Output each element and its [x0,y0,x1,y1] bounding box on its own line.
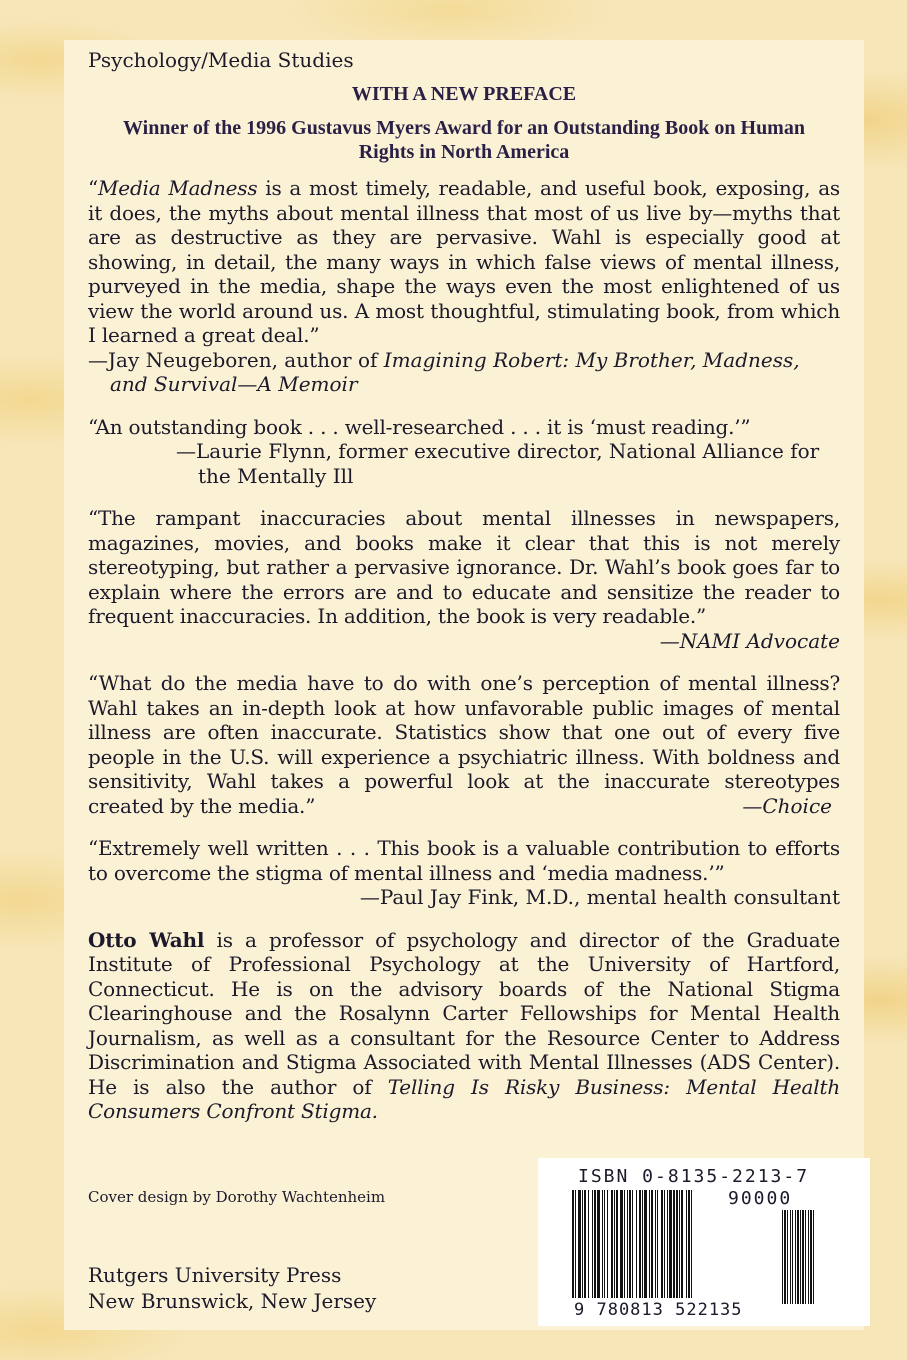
price-bar [808,1210,809,1304]
barcode-bar [584,1190,586,1298]
barcode-bar [629,1190,631,1298]
barcode-bar [686,1190,687,1298]
barcode-bar [651,1190,653,1298]
barcode-bar [597,1190,600,1298]
quote-5: “Extremely well written . . . This book is a valuable contribution to efforts to overcome the stigma of mental illness and ‘media madness.’” [88,836,840,885]
quote-1-attribution [88,348,840,397]
barcode-bar [639,1190,641,1298]
price-bar [797,1210,799,1304]
barcode-bar [667,1190,668,1298]
price-bar [800,1210,801,1304]
award-heading: Winner of the 1996 Gustavus Myers Award for an Outstanding Book on Human Rights in North America [123,117,805,163]
price-bar [805,1210,806,1304]
barcode-bar [688,1190,690,1298]
author-book-title: Telling Is Risky Business: Mental Health Consumers Confront Stigma. [88,1074,840,1123]
price-code: 90000 [728,1188,793,1209]
barcode-bar [624,1190,625,1298]
price-bar [802,1210,804,1304]
barcode-bar [661,1190,663,1298]
barcode-bar [575,1190,576,1298]
price-bar [790,1210,791,1304]
price-bar [782,1210,783,1304]
barcode-bar [681,1190,683,1298]
quote-5-attribution: —Paul Jay Fink, M.D., mental health consultant [359,885,840,909]
barcode-bar [614,1190,615,1298]
quote-1-text: is a most timely, readable, and useful book, exposing, as it does, the myths about mental illness that most of us live by—myths that are as destructive as they are pervasive. Wahl is especially good at showing, in detail, the many ways in which false views of mental illness, purveyed in the media, shape the ways even the most enlightened of us view the world around us. A most thoughtful, stimulating book, from which I learned a great deal.” [88,176,840,347]
barcode-bar [636,1190,637,1298]
author-bio-text: is a professor of psychology and director of the Graduate Institute of Professional Psychology at the University of Hartford, Connecticut. He is on the advisory boards of the National Stigma Clearinghouse and the Rosalynn Carter Fellowships for Mental Health Journalism, as well as a consultant for the Resource Center to Address Discrimination and Stigma Associated with Mental Illnesses (ADS Center). He is also the author of [88,927,840,1099]
barcode-bar [676,1190,678,1298]
barcode-bar [644,1190,647,1298]
quote-1-attr-title: Imagining Robert: My Brother, Madness, and Survival—A Memoir [110,347,800,396]
quote-3-attribution [88,629,840,654]
price-bar [795,1210,796,1304]
quote-3-attr-text: —NAMI Advocate [659,628,840,653]
barcode-box [538,1158,870,1326]
barcode-bar [657,1190,658,1298]
back-cover-content [88,44,840,1124]
barcode-bar [604,1190,605,1298]
quote-1-title: Media Madness [98,176,258,200]
barcode-bar [632,1190,633,1298]
barcode-bar [679,1190,680,1298]
quote-1: “Media Madness is a most timely, readable, and useful book, exposing, as it does, the myths about mental illness that most of us live by—myths that are as destructive as they are pervasive. Wahl is especially good at showing, in detail, the many ways in which false views of mental illness, purveyed in the media, shape the ways even the most enlightened of us view the world around us. A most thoughtful, stimulating book, from which I learned a great deal.” [88,176,840,347]
price-bar [810,1210,812,1304]
barcode-bar [572,1190,574,1298]
quote-2: “An outstanding book . . . well-researched . . . it is ‘must reading.’” [88,414,751,439]
barcode-bar [620,1190,623,1298]
price-bar [813,1210,814,1304]
price-bar [784,1210,786,1304]
barcode-bar [616,1190,618,1298]
preface-heading: WITH A NEW PREFACE [351,83,577,105]
author-bio [88,928,840,1124]
category-label: Psychology/Media Studies [88,48,354,72]
price-bar [792,1210,793,1304]
publisher-location: New Brunswick, New Jersey [88,1289,377,1313]
quote-2-attribution: —Laurie Flynn, former executive director, National Alliance for the Mentally Ill [176,439,820,488]
barcode-bar [611,1190,613,1298]
quote-4-attr-text: —Choice [742,793,832,818]
barcode-bar [655,1190,656,1298]
barcode-bar [642,1190,643,1298]
barcode-bar [592,1190,593,1298]
barcode-bar [669,1190,672,1298]
quote-4: “What do the media have to do with one’s perception of mental illness? Wahl takes an in-depth look at how unfavorable public images of mental illness are often inaccurate. Statistics show that one out of every five people in the U.S. will experience a psychiatric illness. With boldness and sensitivity, Wahl takes a powerful look at the inaccurate stereotypes created by the media.” [88,671,840,818]
barcode-bar [649,1190,650,1298]
barcode-bar [582,1190,583,1298]
barcode-bar [578,1190,581,1298]
publisher-name: Rutgers University Press [88,1263,342,1287]
barcode-bar [664,1190,665,1298]
barcode-bar [627,1190,628,1298]
cover-design-credit: Cover design by Dorothy Wachtenheim [88,1188,386,1206]
price-bar [787,1210,788,1304]
quote-1-attr-prefix: —Jay Neugeboren, author of [88,347,384,372]
barcode-bar [691,1190,692,1298]
barcode-number: 9 780813 522135 [574,1300,743,1320]
quote-3: “The rampant inaccuracies about mental illnesses in newspapers, magazines, movies, and books make it clear that this is not merely stereotyping, but rather a pervasive ignorance. Dr. Wahl’s book goes far to explain where the errors are and to educate and sensitize the reader to frequent inaccuracies. In addition, the book is very readable.” [88,506,840,628]
isbn-label: ISBN 0-8135-2213-7 [578,1166,810,1187]
barcode-bar [607,1190,608,1298]
barcode-bar [588,1190,589,1298]
author-name: Otto Wahl [88,927,205,952]
barcode-bar [594,1190,596,1298]
barcode-bar [673,1190,675,1298]
barcode-bar [602,1190,603,1298]
publisher-block [88,1262,376,1314]
